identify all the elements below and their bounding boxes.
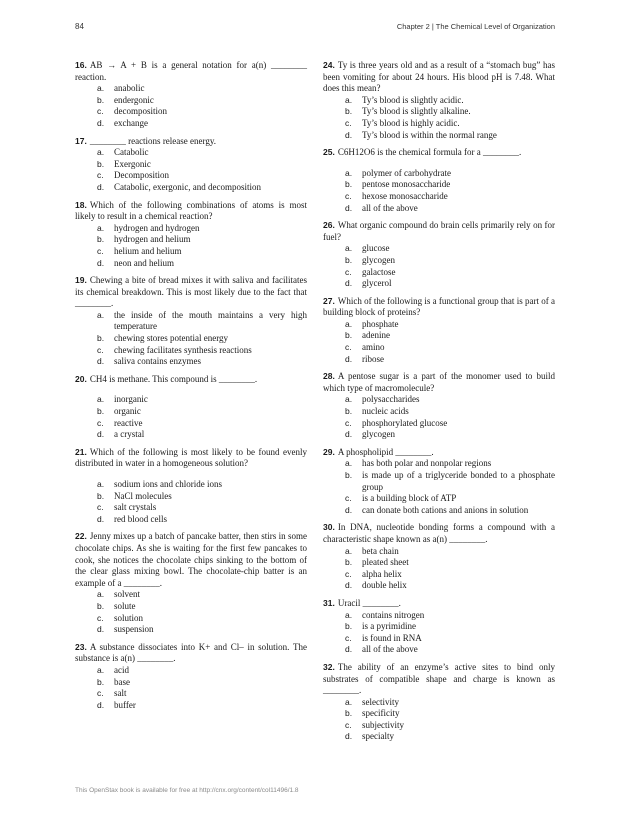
answer-option: [323, 406, 555, 418]
option-text: all of the above: [362, 202, 418, 213]
question-text: Which of the following is a functional group that is part of a building block of proteins?: [323, 295, 555, 318]
option-letter: d.: [345, 731, 353, 742]
option-letter: b.: [97, 490, 105, 501]
option-text: pleated sheet: [362, 557, 409, 568]
answer-option: [323, 493, 555, 505]
option-letter: c.: [345, 117, 352, 128]
question-text: Jenny mixes up a batch of pancake batter, then stirs in some chocolate chips. As she is waiting for the first few pancakes to cook, she notices the chocolate chips sinking to the bottom of the clear glass mixing bowl. The chocolate-chip batter is an example of a ________.: [75, 531, 307, 588]
question-number: 32.: [323, 661, 335, 672]
answer-option: [323, 697, 555, 709]
option-letter: c.: [97, 688, 104, 699]
option-letter: d.: [345, 429, 353, 440]
question-text: CH4 is methane. This compound is ________.: [89, 373, 258, 384]
answer-option: [75, 624, 307, 636]
answer-option: [323, 569, 555, 581]
question-text: Which of the following is most likely to be found evenly distributed in water in a homogeneous solution?: [75, 446, 307, 469]
option-text: hexose monosaccharide: [362, 190, 448, 201]
question-stem: [75, 531, 307, 589]
option-text: saliva contains enzymes: [114, 356, 201, 367]
question-16: [75, 60, 307, 130]
answer-option: [323, 179, 555, 191]
question-stem: [323, 662, 555, 697]
option-text: nucleic acids: [362, 406, 409, 417]
question-29: [323, 447, 555, 517]
question-number: 27.: [323, 295, 335, 306]
question-stem: [75, 136, 307, 148]
answer-option: [323, 203, 555, 215]
question-stem: [323, 447, 555, 459]
option-letter: c.: [97, 417, 104, 428]
option-letter: a.: [345, 318, 353, 329]
option-text: is made up of a triglyceride bonded to a phosphate group: [362, 470, 555, 492]
option-text: organic: [114, 406, 141, 417]
answer-option: [323, 458, 555, 470]
answer-option: [75, 514, 307, 526]
answer-option: [323, 267, 555, 279]
option-letter: d.: [97, 181, 105, 192]
question-30: [323, 522, 555, 592]
question-number: 18.: [75, 199, 87, 210]
option-letter: b.: [345, 330, 353, 341]
answer-option: [75, 394, 307, 406]
option-text: phosphorylated glucose: [362, 417, 448, 428]
answer-option: [75, 234, 307, 246]
answer-option: [323, 546, 555, 558]
option-text: selectivity: [362, 696, 399, 707]
question-stem: [323, 598, 555, 610]
question-text: ________ reactions release energy.: [89, 135, 217, 146]
answer-option: [75, 356, 307, 368]
option-text: is found in RNA: [362, 632, 422, 643]
question-number: 30.: [323, 522, 335, 533]
option-letter: d.: [345, 580, 353, 591]
answer-option: [75, 502, 307, 514]
option-letter: a.: [97, 589, 105, 600]
answer-option: [323, 278, 555, 290]
option-text: pentose monosaccharide: [362, 179, 451, 190]
option-letter: a.: [97, 83, 105, 94]
question-number: 25.: [323, 147, 335, 158]
answer-option: [323, 580, 555, 592]
option-letter: b.: [345, 470, 353, 480]
answer-options: [323, 546, 555, 592]
question-stem: [75, 642, 307, 665]
option-letter: c.: [345, 632, 352, 643]
answer-option: [75, 406, 307, 418]
answer-option: [75, 147, 307, 159]
question-stem: [75, 60, 307, 83]
option-text: inorganic: [114, 394, 148, 405]
answer-option: [75, 83, 307, 95]
option-text: contains nitrogen: [362, 609, 425, 620]
option-letter: d.: [345, 504, 353, 515]
answer-option: [323, 191, 555, 203]
question-number: 28.: [323, 371, 335, 382]
option-letter: a.: [97, 664, 105, 675]
option-text: chewing stores potential energy: [114, 333, 229, 344]
question-stem: [323, 220, 555, 243]
question-number: 31.: [323, 597, 335, 608]
option-text: Ty’s blood is within the normal range: [362, 129, 497, 140]
option-text: polymer of carbohydrate: [362, 167, 451, 178]
option-text: Ty’s blood is slightly acidic.: [362, 94, 464, 105]
answer-option: [75, 491, 307, 503]
question-24: [323, 60, 555, 141]
answer-option: [75, 95, 307, 107]
answer-option: [75, 258, 307, 270]
question-stem: [323, 60, 555, 95]
option-text: acid: [114, 664, 129, 675]
question-stem: [75, 275, 307, 310]
answer-option: [323, 168, 555, 180]
option-letter: a.: [97, 309, 105, 320]
question-stem: [323, 296, 555, 319]
answer-option: [323, 243, 555, 255]
answer-options: [75, 589, 307, 635]
option-text: Catabolic: [114, 147, 149, 158]
option-letter: c.: [97, 502, 104, 513]
question-text: A phospholipid ________.: [337, 446, 434, 457]
option-letter: d.: [97, 429, 105, 440]
option-letter: d.: [97, 624, 105, 635]
option-letter: a.: [345, 243, 353, 254]
option-letter: c.: [345, 568, 352, 579]
option-text: phosphate: [362, 318, 399, 329]
question-text: A pentose sugar is a part of the monomer used to build which type of macromolecule?: [323, 371, 555, 393]
question-text: Ty is three years old and as a result of a “stomach bug” has been vomiting for about 24 hours. His blood pH is 7.48. What does this mean?: [323, 60, 555, 94]
page-number: 84: [75, 22, 84, 31]
option-letter: b.: [97, 158, 105, 169]
answer-option: [323, 720, 555, 732]
question-number: 19.: [75, 275, 87, 286]
question-number: 29.: [323, 446, 335, 457]
answer-option: [323, 557, 555, 569]
option-letter: c.: [345, 719, 352, 730]
option-letter: c.: [345, 266, 352, 277]
option-text: the inside of the mouth maintains a very high temperature: [114, 309, 307, 332]
answer-options: [323, 168, 555, 214]
answer-options: [323, 458, 555, 516]
option-letter: a.: [345, 394, 353, 405]
question-27: [323, 296, 555, 366]
answer-option: [323, 319, 555, 331]
answer-options: [75, 223, 307, 269]
question-text: Which of the following combinations of atoms is most likely to result in a chemical reaction?: [75, 199, 307, 222]
question-17: [75, 136, 307, 194]
option-text: can donate both cations and anions in solution: [362, 504, 529, 515]
question-text: Uracil ________.: [337, 597, 401, 608]
answer-option: [323, 330, 555, 342]
answer-option: [323, 118, 555, 130]
question-stem: [323, 147, 555, 159]
option-text: glycogen: [362, 429, 395, 440]
option-letter: b.: [97, 406, 105, 417]
answer-options: [323, 610, 555, 656]
question-number: 23.: [75, 641, 87, 652]
question-text: C6H12O6 is the chemical formula for a ________.: [337, 147, 522, 158]
option-letter: b.: [97, 600, 105, 611]
option-letter: b.: [345, 406, 353, 417]
option-text: suspension: [114, 624, 154, 635]
answer-option: [75, 429, 307, 441]
answer-option: [75, 688, 307, 700]
question-number: 26.: [323, 220, 335, 231]
question-number: 24.: [323, 60, 335, 70]
option-text: has both polar and nonpolar regions: [362, 458, 492, 469]
option-text: all of the above: [362, 644, 418, 655]
answer-option: [323, 644, 555, 656]
answer-options: [75, 665, 307, 711]
option-text: a crystal: [114, 429, 145, 440]
answer-options: [323, 394, 555, 440]
option-text: specialty: [362, 731, 394, 742]
option-letter: c.: [97, 106, 104, 117]
option-text: salt: [114, 688, 127, 699]
option-letter: b.: [97, 94, 105, 105]
answer-option: [323, 95, 555, 107]
answer-options: [75, 310, 307, 368]
answer-option: [75, 665, 307, 677]
option-text: neon and helium: [114, 257, 174, 268]
option-text: adenine: [362, 330, 390, 341]
answer-option: [323, 621, 555, 633]
answer-option: [75, 106, 307, 118]
answer-option: [75, 170, 307, 182]
answer-option: [323, 255, 555, 267]
page-footer: This OpenStax book is available for free at http://cnx.org/content/col11496/1.8: [75, 787, 299, 794]
option-letter: b.: [345, 708, 353, 719]
answer-option: [75, 345, 307, 357]
question-26: [323, 220, 555, 290]
question-20: [75, 374, 307, 441]
option-text: helium and helium: [114, 245, 182, 256]
answer-option: [323, 610, 555, 622]
option-text: NaCl molecules: [114, 490, 172, 501]
question-21: [75, 447, 307, 526]
answer-option: [75, 677, 307, 689]
question-text: The ability of an enzyme’s active sites to bind only substrates of compatible shape and charge is known as ________.: [323, 661, 555, 696]
option-text: salt crystals: [114, 502, 157, 513]
option-letter: b.: [97, 234, 105, 245]
option-letter: d.: [97, 513, 105, 524]
option-text: beta chain: [362, 545, 399, 556]
option-letter: a.: [97, 222, 105, 233]
option-letter: b.: [345, 106, 353, 117]
right-question-column: [323, 60, 555, 749]
question-number: 22.: [75, 531, 87, 542]
answer-option: [323, 130, 555, 142]
option-letter: b.: [97, 676, 105, 687]
question-text: Chewing a bite of bread mixes it with saliva and facilitates its chemical breakdown. This is most likely due to the fact that ________.: [75, 275, 307, 309]
option-text: glycerol: [362, 278, 392, 289]
chapter-running-head: Chapter 2 | The Chemical Level of Organization: [396, 22, 555, 31]
option-letter: d.: [345, 129, 353, 140]
option-text: reactive: [114, 417, 143, 428]
question-28: [323, 371, 555, 441]
question-19: [75, 275, 307, 368]
answer-option: [323, 342, 555, 354]
answer-option: [323, 708, 555, 720]
option-letter: d.: [345, 644, 353, 655]
option-letter: c.: [345, 190, 352, 201]
answer-options: [75, 394, 307, 440]
option-letter: a.: [345, 545, 353, 556]
option-text: solution: [114, 612, 144, 623]
option-letter: c.: [345, 342, 352, 353]
answer-option: [75, 589, 307, 601]
option-letter: c.: [345, 417, 352, 428]
option-text: solvent: [114, 589, 140, 600]
option-text: red blood cells: [114, 513, 167, 524]
option-text: base: [114, 676, 130, 687]
option-letter: d.: [97, 699, 105, 710]
question-number: 16.: [75, 60, 87, 70]
option-text: chewing facilitates synthesis reactions: [114, 344, 252, 355]
question-stem: [323, 522, 555, 545]
question-22: [75, 531, 307, 635]
option-letter: d.: [345, 278, 353, 289]
option-letter: a.: [345, 696, 353, 707]
option-text: ribose: [362, 353, 384, 364]
option-text: hydrogen and hydrogen: [114, 222, 200, 233]
answer-options: [323, 697, 555, 743]
left-question-column: [75, 60, 307, 717]
question-text: AB → A + B is a general notation for a(n) ________ reaction.: [75, 60, 307, 82]
option-letter: b.: [345, 179, 353, 190]
question-stem: [75, 447, 307, 470]
answer-option: [323, 505, 555, 517]
option-letter: d.: [345, 202, 353, 213]
option-letter: d.: [345, 353, 353, 364]
answer-option: [323, 394, 555, 406]
answer-options: [323, 95, 555, 141]
option-letter: b.: [345, 621, 353, 632]
option-text: buffer: [114, 699, 136, 710]
option-text: glycogen: [362, 254, 395, 265]
answer-option: [75, 182, 307, 194]
option-letter: c.: [97, 170, 104, 181]
question-32: [323, 662, 555, 743]
option-text: is a pyrimidine: [362, 621, 416, 632]
option-letter: c.: [97, 344, 104, 355]
answer-options: [75, 479, 307, 525]
answer-option: [75, 613, 307, 625]
option-text: decomposition: [114, 106, 167, 117]
answer-option: [75, 118, 307, 130]
answer-option: [75, 223, 307, 235]
option-letter: a.: [97, 147, 105, 158]
question-number: 21.: [75, 446, 87, 457]
option-letter: c.: [97, 245, 104, 256]
answer-option: [323, 633, 555, 645]
option-text: Decomposition: [114, 170, 169, 181]
question-23: [75, 642, 307, 712]
option-text: hydrogen and helium: [114, 234, 191, 245]
option-text: specificity: [362, 708, 400, 719]
answer-options: [75, 83, 307, 129]
question-text: In DNA, nucleotide bonding forms a compound with a characteristic shape known as a(n) ________.: [323, 522, 555, 544]
option-text: is a building block of ATP: [362, 493, 457, 504]
option-letter: b.: [345, 254, 353, 265]
option-letter: d.: [97, 257, 105, 268]
option-text: polysaccharides: [362, 394, 420, 405]
answer-option: [323, 470, 555, 493]
option-text: anabolic: [114, 83, 145, 94]
option-text: sodium ions and chloride ions: [114, 479, 222, 489]
option-text: subjectivity: [362, 719, 404, 730]
option-text: endergonic: [114, 94, 154, 105]
question-18: [75, 200, 307, 270]
option-letter: a.: [345, 458, 353, 469]
option-letter: b.: [97, 333, 105, 344]
option-letter: a.: [345, 94, 353, 105]
answer-option: [323, 418, 555, 430]
option-letter: d.: [97, 117, 105, 128]
option-letter: c.: [345, 493, 352, 504]
option-text: Ty’s blood is slightly alkaline.: [362, 106, 471, 117]
answer-option: [323, 354, 555, 366]
option-text: galactose: [362, 266, 396, 277]
answer-option: [75, 479, 307, 491]
answer-option: [75, 310, 307, 333]
answer-option: [75, 700, 307, 712]
option-letter: a.: [345, 167, 353, 178]
option-letter: c.: [97, 612, 104, 623]
answer-option: [323, 429, 555, 441]
question-stem: [75, 200, 307, 223]
option-letter: a.: [97, 479, 105, 489]
question-text: What organic compound do brain cells primarily rely on for fuel?: [323, 220, 555, 242]
option-letter: b.: [345, 557, 353, 568]
option-text: alpha helix: [362, 568, 402, 579]
answer-options: [323, 319, 555, 365]
option-letter: d.: [97, 356, 105, 367]
option-text: Catabolic, exergonic, and decomposition: [114, 181, 262, 192]
option-text: Exergonic: [114, 158, 151, 169]
question-number: 17.: [75, 135, 87, 146]
answer-options: [323, 243, 555, 289]
answer-option: [75, 246, 307, 258]
option-text: solute: [114, 600, 136, 611]
question-stem: [323, 371, 555, 394]
option-letter: a.: [345, 609, 353, 620]
answer-option: [75, 418, 307, 430]
question-25: [323, 147, 555, 214]
answer-option: [75, 333, 307, 345]
answer-option: [323, 731, 555, 743]
answer-option: [75, 601, 307, 613]
option-text: glucose: [362, 243, 390, 254]
question-text: A substance dissociates into K+ and Cl– in solution. The substance is a(n) ________.: [75, 641, 307, 664]
option-text: amino: [362, 342, 385, 353]
answer-options: [75, 147, 307, 193]
answer-option: [75, 159, 307, 171]
option-text: Ty’s blood is highly acidic.: [362, 117, 460, 128]
question-31: [323, 598, 555, 656]
question-number: 20.: [75, 373, 87, 384]
option-letter: a.: [97, 394, 105, 405]
answer-option: [323, 106, 555, 118]
option-text: double helix: [362, 580, 407, 591]
option-text: exchange: [114, 117, 148, 128]
question-stem: [75, 374, 307, 386]
